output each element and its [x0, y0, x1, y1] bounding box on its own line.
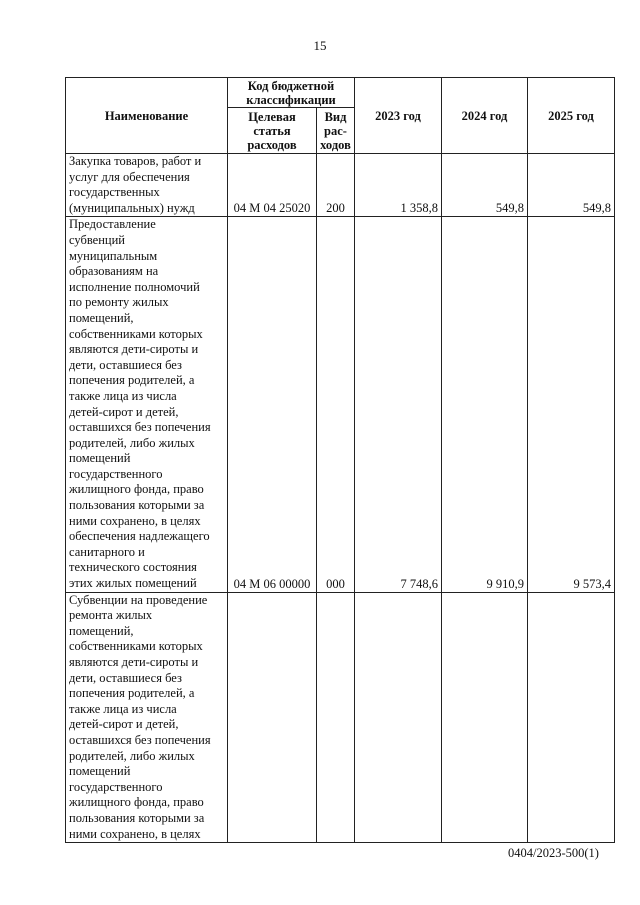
header-year-2023: 2023 год: [355, 78, 442, 154]
row-name-line: попечения родителей, а: [69, 373, 195, 388]
header-kbk-group: [228, 78, 355, 108]
row-name-line: муниципальным: [69, 248, 158, 263]
row-name-line: этих жилых помещений: [69, 576, 197, 591]
header-kbk-line-1: Код бюджетной: [247, 78, 335, 93]
row-value-2024: 549,8: [442, 154, 528, 217]
header-type-line-3: ходов: [320, 137, 351, 152]
row-name-line: Предоставление: [69, 217, 156, 232]
row-name-line: родителей, либо жилых: [69, 748, 195, 763]
row-name-line: государственных: [69, 185, 160, 200]
row-expense-type: 200: [317, 154, 355, 217]
row-name-line: являются дети-сироты и: [69, 342, 199, 357]
row-name-line: ними сохранено, в целях: [69, 826, 201, 841]
row-name-line: оставшихся без попечения: [69, 732, 211, 747]
row-name-line: санитарного и: [69, 544, 145, 559]
row-value-2023: 1 358,8: [355, 154, 442, 217]
row-name-line: также лица из числа: [69, 388, 177, 403]
header-target-line-2: статья: [253, 123, 291, 138]
row-name-cell: [66, 154, 228, 217]
row-name-line: дети, оставшиеся без: [69, 357, 182, 372]
row-name-line: родителей, либо жилых: [69, 435, 195, 450]
row-name-line: (муниципальных) нужд: [69, 200, 195, 215]
table-row: [66, 217, 615, 592]
page-number: 15: [313, 38, 327, 53]
header-target-line-1: Целевая: [248, 109, 296, 124]
row-value-2023: 7 748,6: [355, 217, 442, 592]
row-name-line: детей-сирот и детей,: [69, 717, 179, 732]
row-name-line: собственниками которых: [69, 639, 203, 654]
row-name-line: услуг для обеспечения: [69, 169, 190, 184]
row-name-line: помещений,: [69, 310, 134, 325]
row-name-line: пользования которыми за: [69, 810, 205, 825]
row-name-line: жилищного фонда, право: [69, 482, 204, 497]
row-value-2025: 9 573,4: [528, 217, 615, 592]
row-name-line: обеспечения надлежащего: [69, 529, 210, 544]
budget-table: [65, 77, 615, 843]
row-name-line: помещений,: [69, 623, 134, 638]
row-name-line: детей-сирот и детей,: [69, 404, 179, 419]
row-value-2024: 9 910,9: [442, 217, 528, 592]
row-name-line: также лица из числа: [69, 701, 177, 716]
row-name-line: собственниками которых: [69, 326, 203, 341]
row-name-line: ремонта жилых: [69, 608, 153, 623]
document-code: 0404/2023-500(1): [508, 846, 599, 860]
table-row: [66, 154, 615, 217]
row-name-line: ними сохранено, в целях: [69, 513, 201, 528]
row-target-article: [228, 592, 317, 843]
header-expense-type: [317, 108, 355, 154]
row-target-article: 04 М 04 25020: [228, 154, 317, 217]
header-year-2025: 2025 год: [528, 78, 615, 154]
row-name-line: попечения родителей, а: [69, 686, 195, 701]
row-name-line: пользования которыми за: [69, 498, 205, 513]
row-value-2023: [355, 592, 442, 843]
row-target-article: 04 М 06 00000: [228, 217, 317, 592]
row-name-cell: [66, 217, 228, 592]
row-value-2024: [442, 592, 528, 843]
header-type-line-2: рас-: [324, 123, 347, 138]
row-name-line: технического состояния: [69, 560, 197, 575]
row-expense-type: [317, 592, 355, 843]
header-kbk-line-2: классификации: [246, 92, 336, 107]
row-name-line: являются дети-сироты и: [69, 655, 199, 669]
row-name-line: Субвенции на проведение: [69, 592, 208, 607]
row-value-2025: 549,8: [528, 154, 615, 217]
header-name: Наименование: [66, 78, 228, 154]
row-name-line: субвенций: [69, 232, 125, 247]
row-name-line: по ремонту жилых: [69, 295, 169, 310]
row-name-line: исполнение полномочий: [69, 279, 200, 294]
row-name-line: государственного: [69, 779, 163, 794]
header-year-2024: 2024 год: [442, 78, 528, 154]
row-value-2025: [528, 592, 615, 843]
header-target-line-3: расходов: [247, 137, 297, 152]
header-type-line-1: Вид: [324, 109, 347, 124]
row-name-line: жилищного фонда, право: [69, 795, 204, 810]
row-name-line: оставшихся без попечения: [69, 420, 211, 435]
row-name-line: помещений: [69, 764, 131, 779]
row-name-line: помещений: [69, 451, 131, 466]
row-name-line: государственного: [69, 466, 163, 481]
row-name-cell: [66, 592, 228, 843]
row-expense-type: 000: [317, 217, 355, 592]
header-target-article: [228, 108, 317, 154]
row-name-line: образованиям на: [69, 264, 159, 279]
row-name-line: дети, оставшиеся без: [69, 670, 182, 685]
row-name-line: Закупка товаров, работ и: [69, 154, 202, 168]
table-row: [66, 592, 615, 843]
